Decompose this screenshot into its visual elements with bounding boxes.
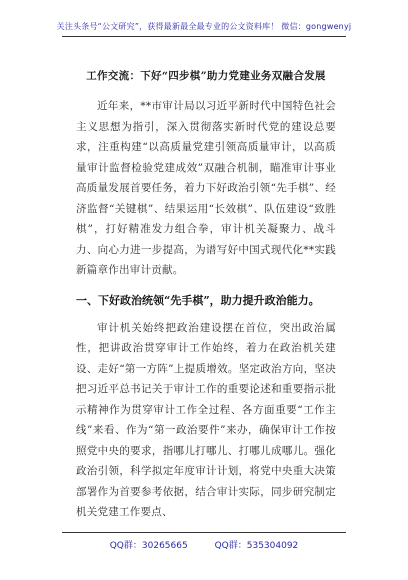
header-promo-text: 关注头条号“公文研究”，获得最新最全最专业的公文资料库！ 微信：gongwenyj xyxy=(56,22,352,31)
document-body xyxy=(76,68,336,523)
page-footer xyxy=(0,532,408,552)
footer-qq-group-1: QQ群：30265665 xyxy=(109,541,188,551)
footer-divider xyxy=(62,532,346,533)
section-1-paragraph: 审计机关始终把政治建设摆在首位，突出政治属性，把讲政治贯穿审计工作始终，着力在政治机关建设、走好“第一方阵”上提质增效。坚定政治方向，坚决把习近平总书记关于审计工作的重要论述和重要指示批示精神作为贯穿审计工作全过程、各方面重要“工作主线”来看、作为“第一政治要件”来办，确保审计工作按照党中央的要求，指哪儿打哪儿、打哪儿成哪儿。强化政治引领，科学拟定年度审计计划，将党中央重大决策部署作为首要参考依据，结合审计实际，同步研究制定机关党建工作要点、 xyxy=(76,321,336,518)
footer-contact xyxy=(0,538,408,551)
footer-qq-group-2: QQ群：535304092 xyxy=(214,541,299,551)
page-header xyxy=(0,0,408,40)
header-divider xyxy=(62,36,346,37)
section-heading-1: 一、下好政治统领“先手棋”，助力提升政治能力。 xyxy=(76,293,320,307)
document-title: 工作交流：下好“四步棋”助力党建业务双融合发展 xyxy=(86,70,326,82)
intro-paragraph: 近年来，**市审计局以习近平新时代中国特色社会主义思想为指引，深入贯彻落实新时代党的建设总要求，注重构建“以高质量党建引领高质量审计，以高质量审计监督检验党建成效”双融合机制，瞄准审计事业高质量发展首要任务，着力下好政治引领“先手棋”、经济监督“关键棋”、结果运用“长效棋”、队伍建设“致胜棋”，打好精准发力组合拳，审计机关凝聚力、战斗力、向心力进一步提高，为谱写好中国式现代化**实践新篇章作出审计贡献。 xyxy=(76,100,336,276)
